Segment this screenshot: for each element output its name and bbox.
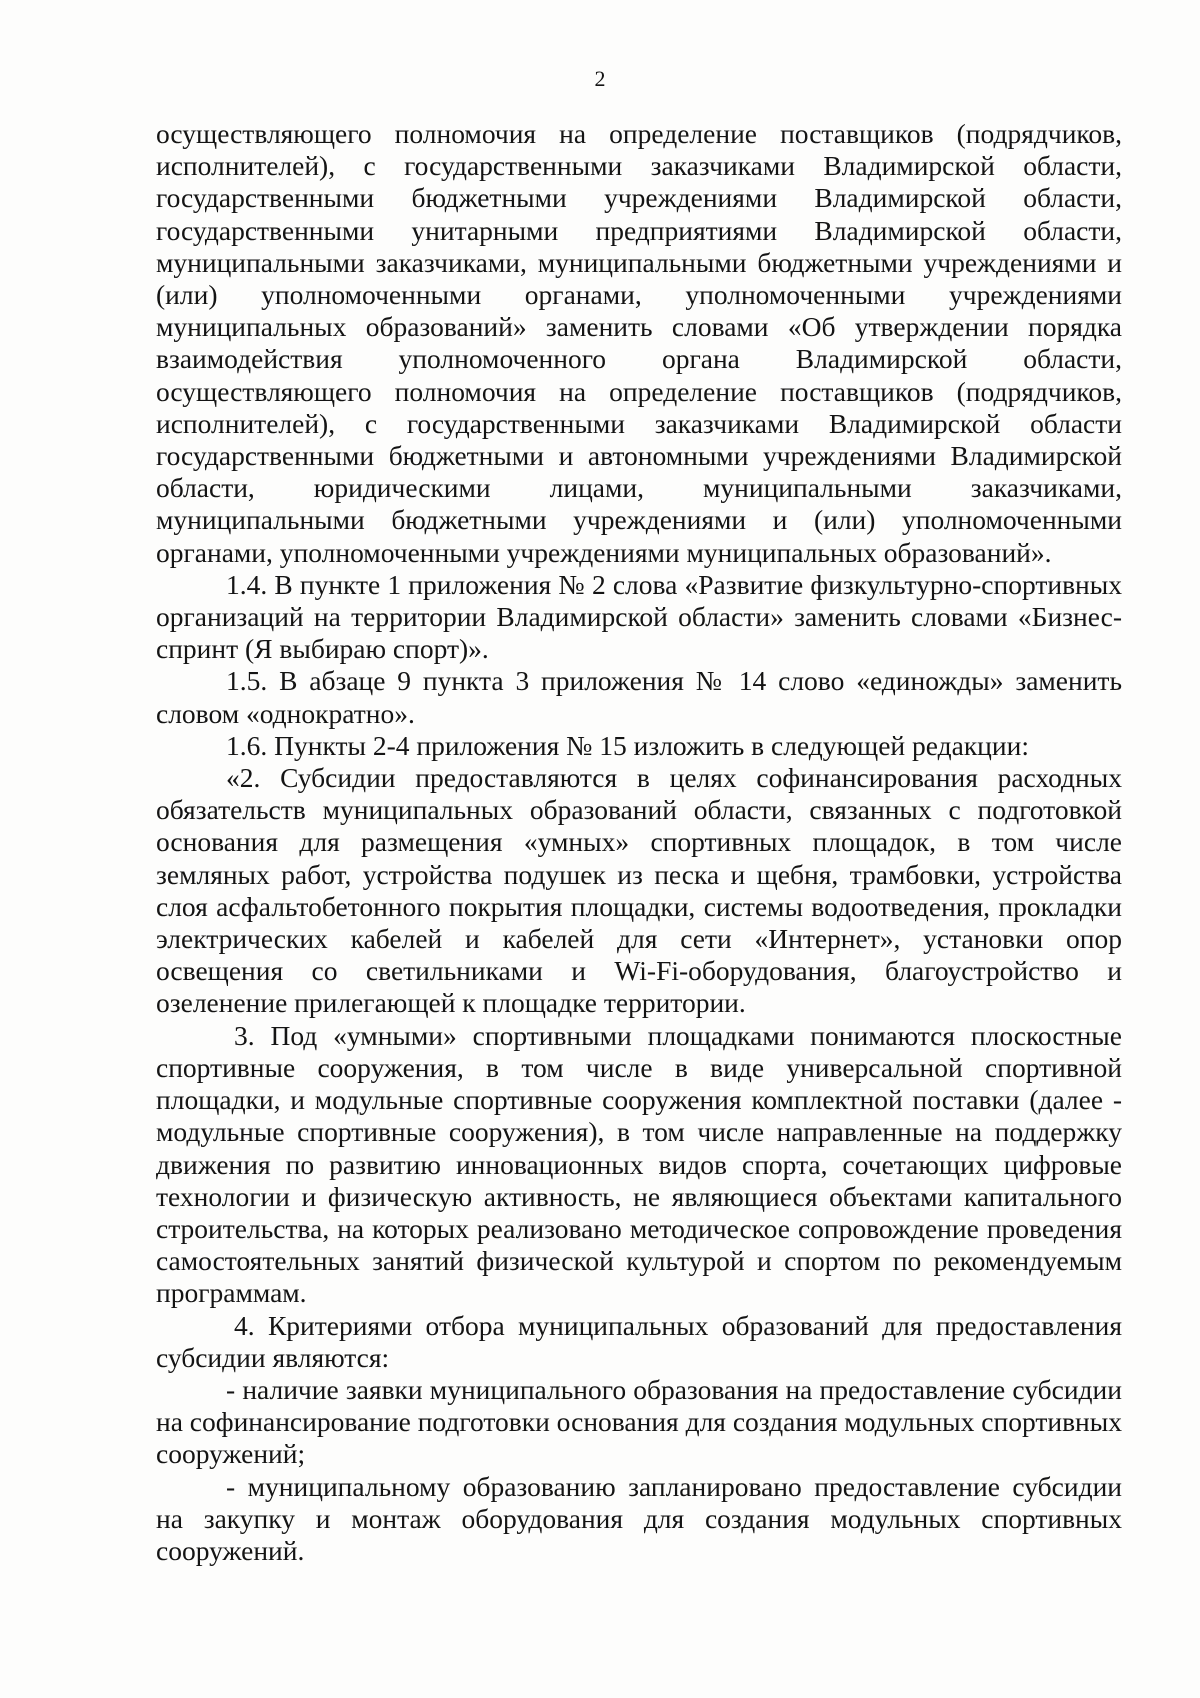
- paragraph-point-3: 3. Под «умными» спортивными площадками понимаются плоскостные спортивные сооружения, в том числе в виде универсальной спортивной площадки, и модульные спортивные сооружения комплектной поставки (далее - модульные спортивные сооружения), в том числе направленные на поддержку движения по развитию инновационных видов спорта, сочетающих цифровые технологии и физическую активность, не являющиеся объектами капитального строительства, на которых реализовано методическое сопровождение проведения самостоятельных занятий физической культурой и спортом по рекомендуемым программам.: [156, 1019, 1122, 1309]
- paragraph-continuation: осуществляющего полномочия на определение поставщиков (подрядчиков, исполнителей), с государственными заказчиками Владимирской области, государственными бюджетными учреждениями Владимирской области, государственными унитарными предприятиями Владимирской области, муниципальными заказчиками, муниципальными бюджетными учреждениями и (или) уполномоченными органами, уполномоченными учреждениями муниципальных образований» заменить словами «Об утверждении порядка взаимодействия уполномоченного органа Владимирской области, осуществляющего полномочия на определение поставщиков (подрядчиков, исполнителей), с государственными заказчиками Владимирской области государственными бюджетными и автономными учреждениями Владимирской области, юридическими лицами, муниципальными заказчиками, муниципальными бюджетными учреждениями и (или) уполномоченными органами, уполномоченными учреждениями муниципальных образований».: [156, 118, 1122, 568]
- paragraph-point-4: 4. Критериями отбора муниципальных образований для предоставления субсидии являются:: [156, 1309, 1122, 1373]
- paragraph-criterion-1: - наличие заявки муниципального образования на предоставление субсидии на софинансирование подготовки основания для создания модульных спортивных сооружений;: [156, 1373, 1122, 1470]
- paragraph-item-1-4: 1.4. В пункте 1 приложения № 2 слова «Развитие физкультурно-спортивных организаций на территории Владимирской области» заменить словами «Бизнес-спринт (Я выбираю спорт)».: [156, 568, 1122, 665]
- paragraph-item-1-6: 1.6. Пункты 2-4 приложения № 15 изложить в следующей редакции:: [226, 729, 1029, 761]
- page-number: 2: [594, 66, 606, 91]
- paragraph-item-1-5: 1.5. В абзаце 9 пункта 3 приложения № 14 слово «единожды» заменить словом «однократно».: [156, 665, 1122, 729]
- paragraph-point-2: «2. Субсидии предоставляются в целях софинансирования расходных обязательств муниципальных образований области, связанных с подготовкой основания для размещения «умных» спортивных площадок, в том числе земляных работ, устройства подушек из песка и щебня, трамбовки, устройства слоя асфальтобетонного покрытия площадки, системы водоотведения, прокладки электрических кабелей и кабелей для сети «Интернет», установки опор освещения со светильниками и Wi-Fi-оборудования, благоустройство и озеленение прилегающей к площадке территории.: [156, 762, 1122, 1019]
- document-body: [156, 118, 1122, 1567]
- paragraph-criterion-2: - муниципальному образованию запланировано предоставление субсидии на закупку и монтаж оборудования для создания модульных спортивных сооружений.: [156, 1470, 1122, 1566]
